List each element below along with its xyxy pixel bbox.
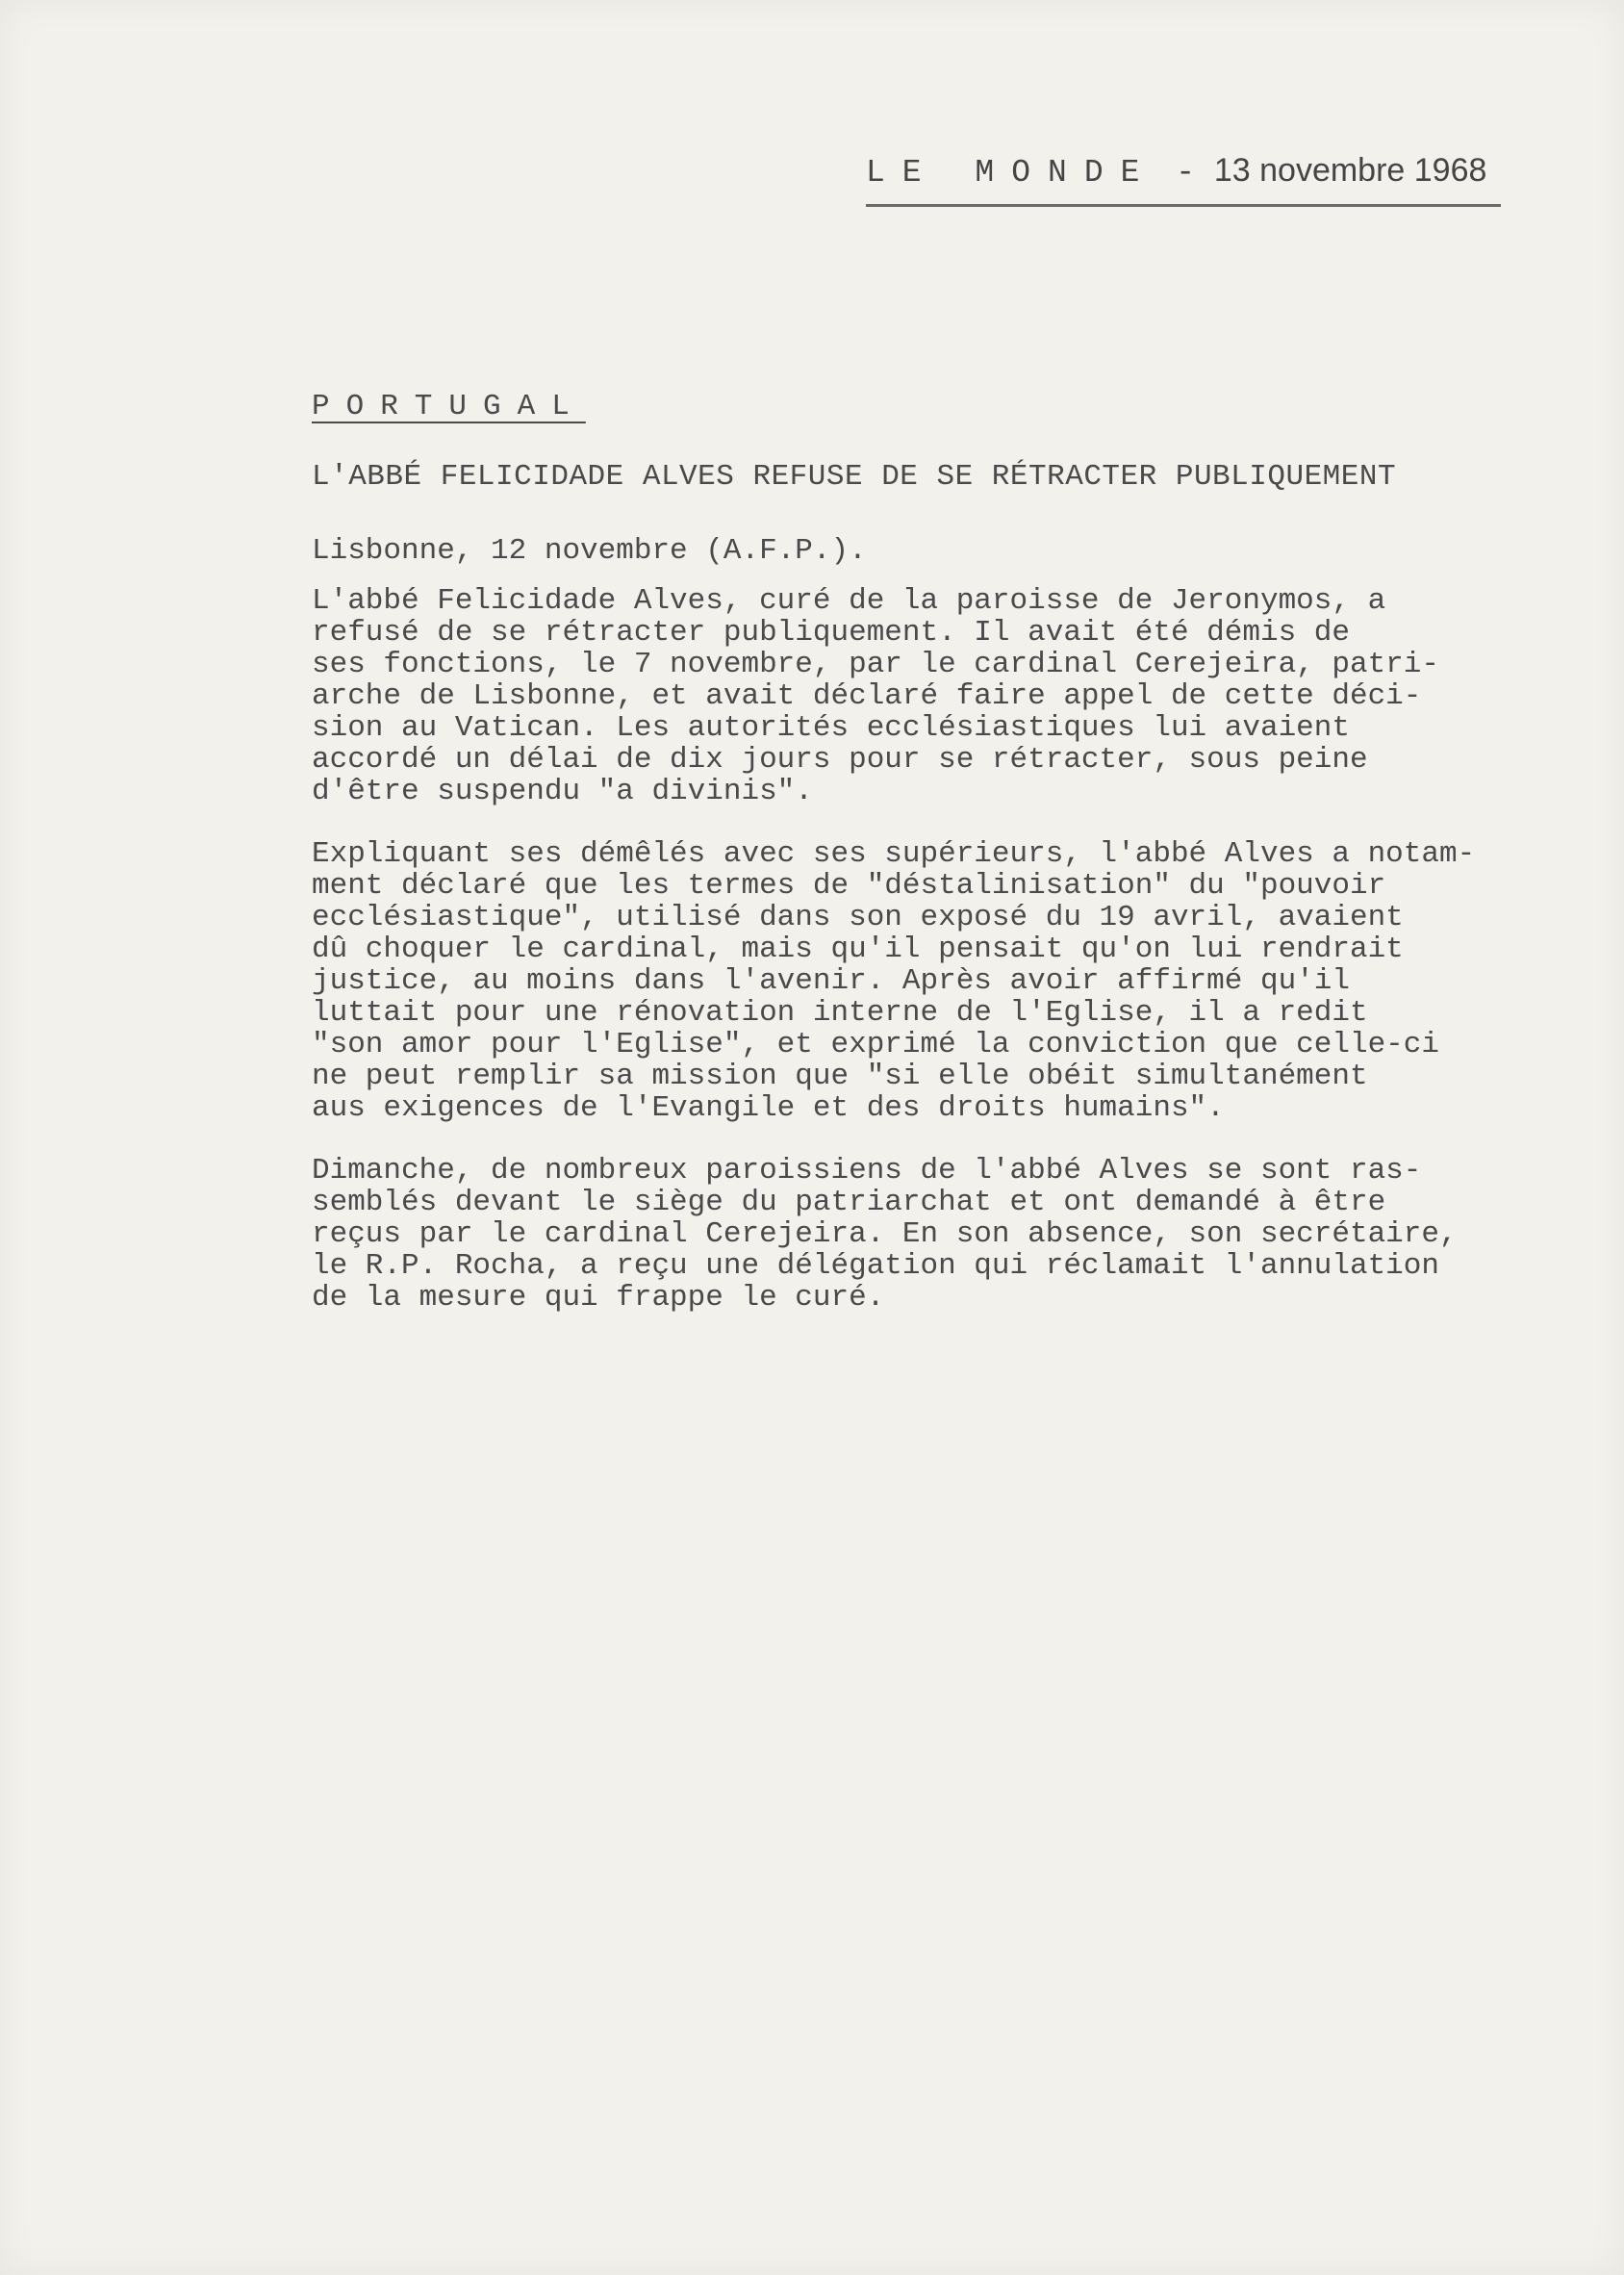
article-headline: L'ABBÉ FELICIDADE ALVES REFUSE DE SE RÉTRACTER PUBLIQUEMENT bbox=[312, 460, 1397, 494]
paragraph-line: Dimanche, de nombreux paroissiens de l'abbé Alves se sont ras- bbox=[312, 1154, 1422, 1188]
paragraph-line: ses fonctions, le 7 novembre, par le cardinal Cerejeira, patri- bbox=[312, 648, 1439, 681]
article-dateline: Lisbonne, 12 novembre (A.F.P.). bbox=[312, 534, 867, 568]
paragraph-line: le R.P. Rocha, a reçu une délégation qui réclamait l'annulation bbox=[312, 1249, 1439, 1283]
newspaper-name: LE MONDE bbox=[866, 155, 1157, 191]
paragraph-line: "son amor pour l'Eglise", et exprimé la conviction que celle-ci bbox=[312, 1028, 1439, 1061]
masthead bbox=[866, 152, 1501, 207]
paragraph-line: sion au Vatican. Les autorités ecclésiastiques lui avaient bbox=[312, 711, 1350, 745]
paragraph-line: aus exigences de l'Evangile et des droits humains". bbox=[312, 1091, 1225, 1125]
paragraph-3 bbox=[312, 1155, 1562, 1314]
paragraph-line: arche de Lisbonne, et avait déclaré faire appel de cette déci- bbox=[312, 679, 1422, 713]
masthead-separator: - bbox=[1156, 155, 1214, 191]
paragraph-line: de la mesure qui frappe le curé. bbox=[312, 1281, 885, 1315]
paragraph-line: ecclésiastique", utilisé dans son exposé du 19 avril, avaient bbox=[312, 901, 1404, 934]
paragraph-line: refusé de se rétracter publiquement. Il avait été démis de bbox=[312, 616, 1350, 650]
paragraph-line: dû choquer le cardinal, mais qu'il pensait qu'on lui rendrait bbox=[312, 933, 1404, 966]
paragraph-line: luttait pour une rénovation interne de l'Eglise, il a redit bbox=[312, 996, 1368, 1030]
paragraph-line: semblés devant le siège du patriarchat et ont demandé à être bbox=[312, 1186, 1386, 1219]
paragraph-line: ne peut remplir sa mission que "si elle obéit simultanément bbox=[312, 1060, 1368, 1093]
paragraph-line: ment déclaré que les termes de "déstalinisation" du "pouvoir bbox=[312, 869, 1386, 903]
section-label: PORTUGAL bbox=[312, 390, 586, 423]
paragraph-1 bbox=[312, 585, 1562, 807]
paragraph-line: justice, au moins dans l'avenir. Après avoir affirmé qu'il bbox=[312, 964, 1350, 998]
paragraph-line: Expliquant ses démêlés avec ses supérieurs, l'abbé Alves a notam- bbox=[312, 837, 1476, 871]
article bbox=[312, 390, 1562, 1344]
publication-date: 13 novembre 1968 bbox=[1213, 152, 1487, 189]
paragraph-line: L'abbé Felicidade Alves, curé de la paroisse de Jeronymos, a bbox=[312, 584, 1386, 618]
paragraph-line: reçus par le cardinal Cerejeira. En son absence, son secrétaire, bbox=[312, 1217, 1458, 1251]
paragraph-2 bbox=[312, 838, 1562, 1124]
paragraph-line: accordé un délai de dix jours pour se rétracter, sous peine bbox=[312, 743, 1368, 777]
paragraph-line: d'être suspendu "a divinis". bbox=[312, 775, 813, 808]
